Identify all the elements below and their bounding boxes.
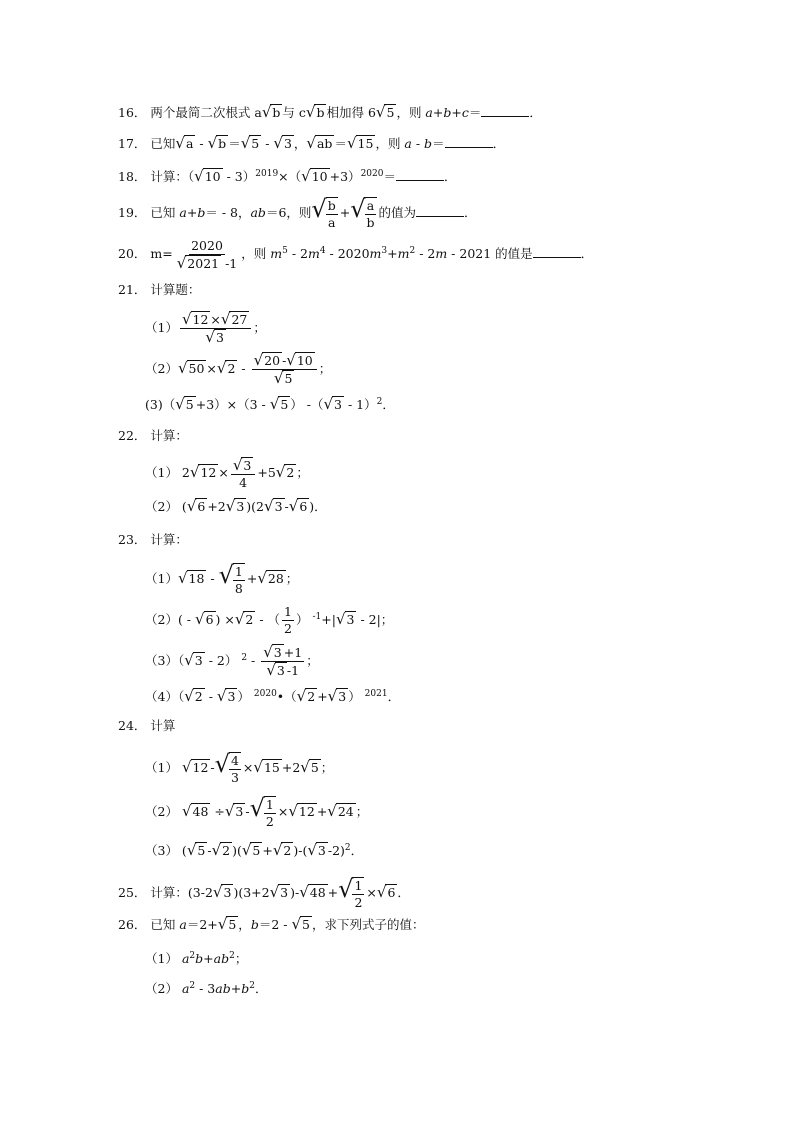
problem-number: 19． xyxy=(118,205,147,220)
problem-22-item-1: （1） 2√12 × $\frac{√3}{4}$ +5√2 ； xyxy=(145,455,309,490)
problem-26-item-1: （1） $a^2b+ab^2$； xyxy=(145,951,248,967)
problem-23-item-3: （3）（√3 - 2） $^2$ - $\frac{√3 +1}{√3 -1}$ ； xyxy=(145,643,319,680)
problem-22-item-2: （2） (√6 +2√3 )(2√3 -√6 )． xyxy=(145,497,327,515)
problem-23-item-2: （2）( - √6 ) ×√2 - （ $\frac{1}{2}$ ） $^{-1}$+|√3 - 2|； xyxy=(145,604,394,637)
answer-blank[interactable] xyxy=(445,135,493,148)
problem-21-item-2: （2）√50 ×√2 - $\frac{√20 -√10}{√5}$ ； xyxy=(145,351,332,387)
problem-26: 26． 已知 a＝2+√5 ，b＝2 - √5 ，求下列式子的值： xyxy=(118,915,425,933)
problem-number: 21． xyxy=(118,282,147,297)
problem-number: 23． xyxy=(118,532,147,547)
answer-blank[interactable] xyxy=(481,104,529,117)
problem-16: 16． 两个最简二次根式 a√b 与 c√b 相加得 6√5 ，则 a+b+c＝ ． xyxy=(118,103,542,121)
problem-24 xyxy=(118,716,175,736)
problem-number: 17． xyxy=(118,136,147,151)
problem-19: 19． 已知 a+b＝ - 8，ab＝6，则√ $\frac{b}{a}$ +√ $\frac{a}{b}$ 的值为 ． xyxy=(118,195,477,230)
problem-number: 26． xyxy=(118,917,147,932)
problem-17: 17． 已知√a - √b ＝√5 - √3 ，√ab ＝√15 ，则 a - b＝ ． xyxy=(118,134,506,152)
problem-24-item-3: （3） (√5 -√2 )(√5 +√2 )-(√3 -2)$^2$． xyxy=(145,841,364,860)
problem-23 xyxy=(118,530,188,550)
problem-number: 16． xyxy=(118,105,147,120)
problem-title: 计算： xyxy=(150,428,188,443)
problem-21-item-3: (3)（√5 +3）×（3 - √5 ） -（√3 - 1）$^2$． xyxy=(145,395,395,414)
problem-18: 18． 计算：$(√10 - 3)^{2019}\times(√10 +3)^{2020}=$ ． xyxy=(118,167,457,186)
problem-title: 计算题： xyxy=(150,282,201,297)
problem-24-item-1: （1） √12 -√ $\frac{4}{3}$ ×√15 +2√5 ； xyxy=(145,750,334,785)
answer-blank[interactable] xyxy=(533,245,581,258)
problem-title: 计算 xyxy=(150,718,176,733)
answer-blank[interactable] xyxy=(396,168,444,181)
problem-22 xyxy=(118,426,188,446)
problem-25: 25． 计算：(3-2√3 )(3+2√3 )-√48 +√ $\frac{1}{2}$ ×√6 ． xyxy=(118,875,410,910)
problem-title: 计算： xyxy=(150,532,188,547)
problem-number: 18． xyxy=(118,169,147,185)
problem-20: 20． m= $\frac{2020}{√2021 -1}$ ，则 $m^5 - 2m^4 - 2020m^3+m^2 - 2m - 2021$ 的值是 ． xyxy=(118,237,594,272)
problem-21 xyxy=(118,280,200,300)
problem-number: 24． xyxy=(118,718,147,733)
problem-24-item-2: （2） √48 ÷√3 -√ $\frac{1}{2}$ ×√12 +√24 ； xyxy=(145,794,369,829)
answer-blank[interactable] xyxy=(416,204,464,217)
problem-23-item-4: （4）（√2 - √3 ） $^{2020}$•（√2 +√3 ） $^{2021}$． xyxy=(145,687,401,706)
problem-number: 22． xyxy=(118,428,147,443)
problem-26-item-2: （2） $a^2 - 3ab+b^2$． xyxy=(145,981,268,997)
problem-number: 25． xyxy=(118,885,147,900)
problem-23-item-1: （1）√18 - √ $\frac{1}{8}$ +√28 ； xyxy=(145,561,299,596)
problem-21-item-1: （1） $\frac{√12 \times√27}{√3}$ ； xyxy=(145,310,266,346)
problem-number: 20． xyxy=(118,246,147,262)
